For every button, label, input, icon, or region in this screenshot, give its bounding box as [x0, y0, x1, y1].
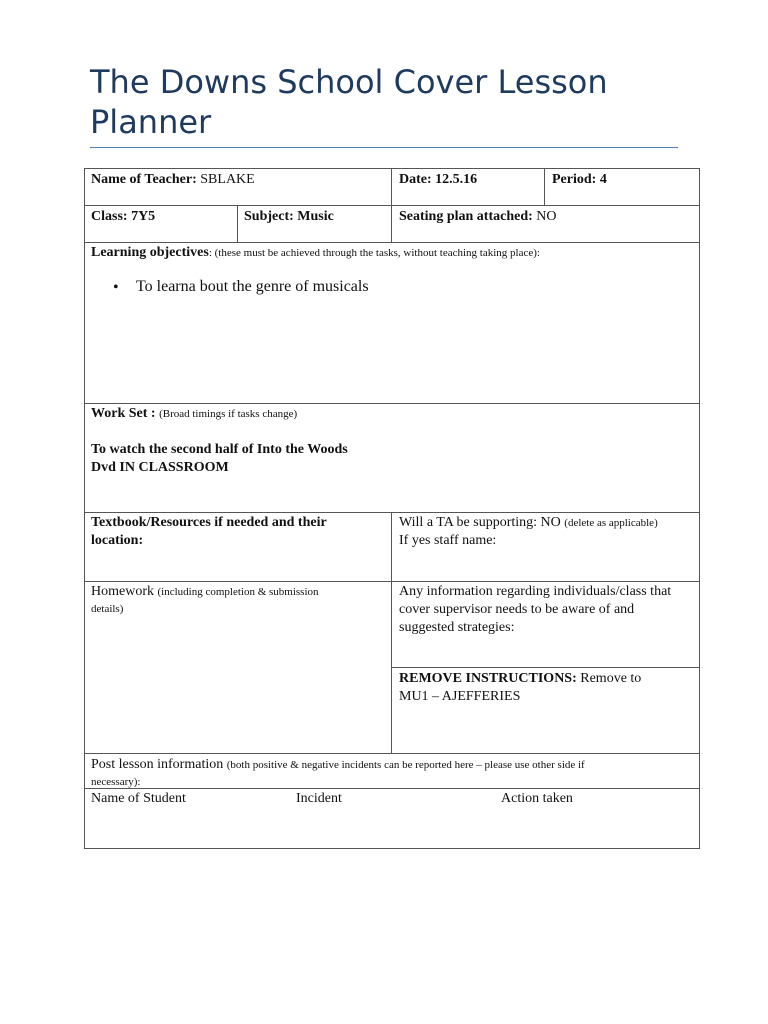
work-set-line-2: Dvd IN CLASSROOM [91, 460, 229, 475]
homework-label: Homework [91, 584, 154, 599]
column-header-action: Action taken [501, 791, 573, 806]
info-line-1: Any information regarding individuals/class that [399, 584, 672, 599]
period-label: Period: [552, 172, 597, 187]
date-label: Date: [399, 172, 432, 187]
subject-value: Music [297, 209, 334, 224]
row-divider [84, 242, 700, 243]
row-divider [84, 403, 700, 404]
post-lesson-label: Post lesson information [91, 757, 224, 772]
row-divider [84, 788, 700, 789]
page-title: The Downs School Cover Lesson Planner [90, 63, 608, 141]
teacher-label: Name of Teacher: [91, 172, 197, 187]
homework-note: (including completion & submission [157, 586, 319, 598]
column-divider [544, 168, 545, 205]
row-divider [84, 205, 700, 206]
ta-field [399, 514, 697, 532]
class-label: Class: [91, 209, 128, 224]
remove-value: Remove to [580, 671, 642, 686]
date-field [399, 171, 477, 189]
ta-note: (delete as applicable) [564, 517, 658, 529]
info-line-3: suggested strategies: [399, 620, 515, 635]
remove-value-line-2: MU1 – AJEFFERIES [399, 689, 521, 704]
teacher-field [91, 171, 255, 189]
period-value: 4 [599, 172, 607, 187]
post-lesson-note: (both positive & negative incidents can be reported here – please use other side if [226, 759, 585, 771]
column-header-incident: Incident [296, 791, 342, 806]
row-divider [391, 667, 700, 668]
bullet-icon: • [113, 279, 119, 296]
seating-plan-label: Seating plan attached: [399, 209, 533, 224]
title-underline [90, 147, 678, 148]
table-border-bottom [84, 848, 700, 849]
ta-label: Will a TA be supporting: [399, 515, 538, 530]
teacher-value: SBLAKE [200, 172, 255, 187]
column-divider [391, 168, 392, 242]
column-divider [391, 512, 392, 753]
table-border-right [699, 168, 700, 848]
resources-label-line-2: location: [91, 533, 144, 548]
class-value: 7Y5 [131, 209, 156, 224]
work-set-label: Work Set : [91, 406, 156, 421]
work-set-heading [91, 405, 691, 423]
work-set-note: (Broad timings if tasks change) [159, 408, 298, 420]
row-divider [84, 581, 700, 582]
objectives-heading [91, 244, 691, 262]
ta-staff-label: If yes staff name: [399, 533, 497, 548]
work-set-line-1: To watch the second half of Into the Woods [91, 442, 348, 457]
class-field [91, 208, 155, 226]
column-divider [237, 205, 238, 242]
table-border-top [84, 168, 700, 169]
row-divider [84, 512, 700, 513]
info-line-2: cover supervisor needs to be aware of and [399, 602, 635, 617]
objective-item: To learna bout the genre of musicals [136, 278, 369, 295]
remove-instructions [399, 670, 697, 688]
post-lesson-note-line-2: necessary): [91, 776, 141, 788]
row-divider [84, 753, 700, 754]
homework-heading [91, 583, 319, 601]
period-field [552, 171, 607, 189]
homework-note-line-2: details) [91, 603, 124, 615]
column-header-student: Name of Student [91, 791, 186, 806]
seating-plan-field [399, 208, 557, 226]
resources-label-line-1: Textbook/Resources if needed and their [91, 515, 327, 530]
objectives-label: Learning objectives [91, 245, 209, 260]
post-lesson-heading [91, 756, 691, 774]
seating-plan-value: NO [536, 209, 557, 224]
subject-field [244, 208, 334, 226]
date-value: 12.5.16 [435, 172, 478, 187]
table-border-left [84, 168, 85, 848]
subject-label: Subject: [244, 209, 294, 224]
ta-value: NO [540, 515, 561, 530]
objectives-note: : (these must be achieved through the tasks, without teaching taking place): [208, 247, 540, 259]
remove-label: REMOVE INSTRUCTIONS: [399, 671, 577, 686]
